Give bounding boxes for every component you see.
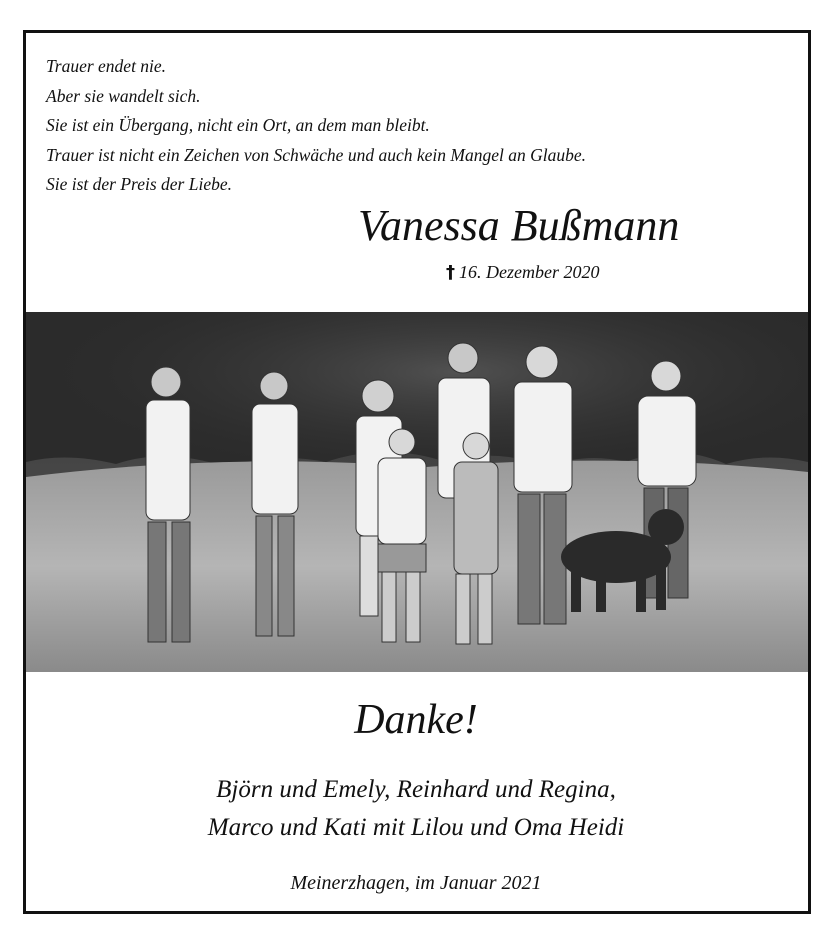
poem-line: Trauer ist nicht ein Zeichen von Schwäche und auch kein Mangel an Glaube. bbox=[46, 144, 586, 165]
family-photo bbox=[26, 312, 808, 672]
deceased-name: Vanessa Bußmann bbox=[358, 201, 680, 250]
family-line: Marco und Kati mit Lilou und Oma Heidi bbox=[207, 814, 625, 841]
family-line: Björn und Emely, Reinhard und Regina, bbox=[216, 776, 616, 803]
thanks-heading: Danke! bbox=[354, 697, 478, 743]
place-date: Meinerzhagen, im Januar 2021 bbox=[290, 872, 542, 894]
death-date-line bbox=[446, 262, 599, 283]
poem-line: Aber sie wandelt sich. bbox=[46, 85, 201, 106]
poem-line: Trauer endet nie. bbox=[46, 56, 167, 76]
poem-line: Sie ist der Preis der Liebe. bbox=[46, 174, 232, 194]
poem bbox=[46, 52, 586, 200]
poem-line: Sie ist ein Übergang, nicht ein Ort, an dem man bleibt. bbox=[46, 115, 430, 135]
family-names bbox=[0, 771, 832, 847]
family-walking-photo-icon bbox=[26, 312, 808, 672]
cross-icon: † bbox=[446, 262, 455, 283]
death-date: 16. Dezember 2020 bbox=[459, 262, 600, 282]
